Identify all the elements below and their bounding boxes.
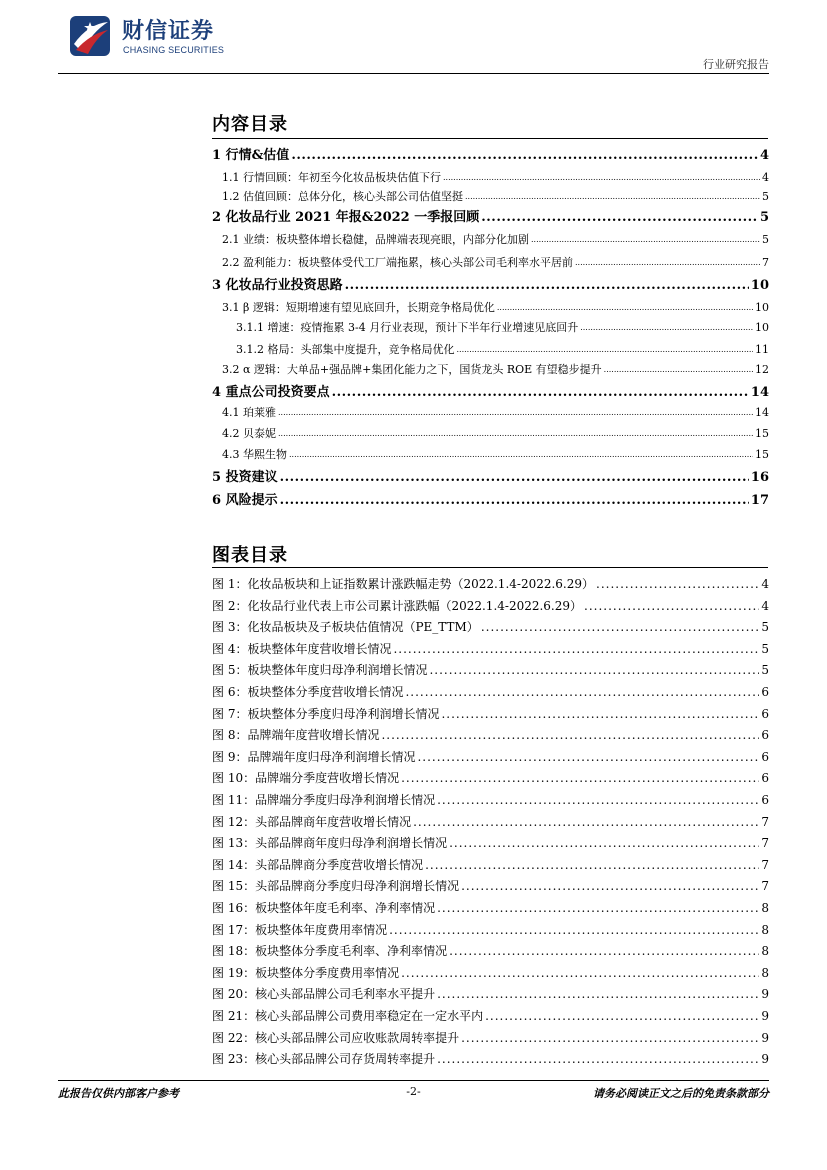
toc-entry-label: 4.2 贝泰妮 [222,427,276,440]
figure-entry-label: 图 11：品牌端分季度归母净利润增长情况 [212,793,436,807]
figure-entry-page: 6 [761,707,769,721]
toc-entry-page: 11 [755,343,769,356]
figure-leader-dots [393,639,759,659]
figure-entry[interactable] [212,876,769,896]
figure-entry-page: 8 [761,901,769,915]
toc-leader-dots [456,340,753,359]
toc-entry[interactable] [212,208,769,228]
toc-entry[interactable] [212,491,769,511]
toc-entry[interactable] [222,299,769,317]
figure-entry[interactable] [212,617,769,637]
figure-leader-dots [449,941,759,961]
figure-leader-dots [584,596,759,616]
toc-entry-page: 4 [759,148,769,163]
chasing-securities-logo-icon [68,14,112,58]
toc-entry-page: 10 [755,321,769,334]
figure-entry-label: 图 23：核心头部品牌公司存货周转率提升 [212,1052,436,1066]
figure-entry-page: 6 [761,793,769,807]
toc-entry-label: 4.1 珀莱雅 [222,406,276,419]
toc-leader-dots [604,360,753,379]
figure-entry-page: 6 [761,750,769,764]
toc-entry-page: 5 [759,210,769,225]
toc-entry-label: 2.1 业绩：板块整体增长稳健，品牌端表现亮眼，内部分化加剧 [222,233,529,246]
toc-title: 内容目录 [212,114,288,135]
figure-leader-dots [413,812,759,832]
toc-entry-label: 2.2 盈利能力：板块整体受代工厂端拖累，核心头部公司毛利率水平居前 [222,256,573,269]
figure-leader-dots [437,984,759,1004]
toc-entry-page: 16 [750,470,769,485]
toc-entry-page: 4 [762,171,769,184]
toc-leader-dots [332,383,749,403]
figure-entry-page: 9 [761,1031,769,1045]
figure-entry-page: 4 [761,599,769,613]
figure-entry[interactable] [212,682,769,702]
toc-entry-label: 1 行情&估值 [212,148,290,163]
figure-entry-label: 图 21：核心头部品牌公司费用率稳定在一定水平内 [212,1009,484,1023]
figure-entry-page: 4 [761,577,769,591]
toc-entry-page: 7 [762,256,769,269]
toc-entry[interactable] [222,188,769,206]
toc-leader-dots [580,318,753,337]
figure-leader-dots [449,833,759,853]
toc-entry-label: 2 化妆品行业 2021 年报&2022 一季报回顾 [212,210,480,225]
header-divider [58,73,769,74]
brand-name-en: CHASING SECURITIES [123,45,225,55]
figure-entry[interactable] [212,1028,769,1048]
toc-entry-page: 5 [762,233,769,246]
figure-entry-page: 5 [761,663,769,677]
figure-entry-page: 5 [761,620,769,634]
toc-leader-dots [531,230,760,249]
figure-entry-label: 图 16：板块整体年度毛利率、净利率情况 [212,901,436,915]
toc-leader-dots [465,187,760,206]
toc-entry[interactable] [222,231,769,249]
figure-entry[interactable] [212,855,769,875]
figure-entry[interactable] [212,1006,769,1026]
figure-list-title: 图表目录 [212,545,288,566]
figure-entry-page: 7 [761,815,769,829]
toc-entry-label: 6 风险提示 [212,493,278,508]
figure-leader-dots [437,898,759,918]
toc-leader-dots [289,445,753,464]
figure-entry-label: 图 22：核心头部品牌公司应收账款周转率提升 [212,1031,460,1045]
toc-entry[interactable] [212,468,769,488]
toc-entry[interactable] [212,146,769,166]
figure-leader-dots [461,1028,759,1048]
toc-entry[interactable] [236,341,769,359]
figure-leader-dots [481,617,760,637]
toc-entry[interactable] [222,361,769,379]
figure-entry-label: 图 18：板块整体分季度毛利率、净利率情况 [212,944,448,958]
toc-entry[interactable] [222,254,769,272]
figure-leader-dots [389,920,759,940]
figure-entry-label: 图 17：板块整体年度费用率情况 [212,923,388,937]
toc-entry[interactable] [222,169,769,187]
toc-leader-dots [575,253,760,272]
toc-entry[interactable] [222,425,769,443]
figure-leader-dots [381,725,759,745]
toc-entry-label: 1.2 估值回顾：总体分化，核心头部公司估值坚挺 [222,190,463,203]
figure-entry-label: 图 5：板块整体年度归母净利润增长情况 [212,663,428,677]
page-header [0,0,827,80]
figure-entry-label: 图 13：头部品牌商年度归母净利润增长情况 [212,836,448,850]
toc-entry[interactable] [212,276,769,296]
figure-leader-dots [596,574,759,594]
figure-entry-page: 8 [761,966,769,980]
figure-entry[interactable] [212,812,769,832]
figure-entry-label: 图 7：板块整体分季度归母净利润增长情况 [212,707,440,721]
figure-entry-page: 6 [761,685,769,699]
toc-entry-label: 3.1 β 逻辑：短期增速有望见底回升，长期竞争格局优化 [222,301,495,314]
figure-leader-dots [461,876,759,896]
figure-leader-dots [425,855,759,875]
figure-entry[interactable] [212,725,769,745]
toc-entry[interactable] [236,319,769,337]
figure-list-title-divider [212,567,768,568]
figure-entry[interactable] [212,747,769,767]
figure-entry-label: 图 12：头部品牌商年度营收增长情况 [212,815,412,829]
toc-leader-dots [280,491,749,511]
figure-entry[interactable] [212,920,769,940]
figure-leader-dots [429,660,759,680]
toc-entry[interactable] [212,383,769,403]
figure-entry[interactable] [212,768,769,788]
figure-leader-dots [441,704,759,724]
figure-entry-label: 图 2：化妆品行业代表上市公司累计涨跌幅（2022.1.4-2022.6.29） [212,599,583,613]
toc-entry-label: 4 重点公司投资要点 [212,385,330,400]
toc-entry-label: 5 投资建议 [212,470,278,485]
toc-leader-dots [280,468,749,488]
figure-entry-page: 9 [761,1009,769,1023]
figure-entry-label: 图 3：化妆品板块及子板块估值情况（PE_TTM） [212,620,479,634]
figure-entry-label: 图 6：板块整体分季度营收增长情况 [212,685,404,699]
figure-entry[interactable] [212,963,769,983]
page-number: -2- [406,1085,421,1098]
figure-leader-dots [485,1006,759,1026]
figure-entry-label: 图 10：品牌端分季度营收增长情况 [212,771,400,785]
toc-leader-dots [443,168,760,187]
figure-entry[interactable] [212,984,769,1004]
figure-entry[interactable] [212,704,769,724]
figure-entry-label: 图 15：头部品牌商分季度归母净利润增长情况 [212,879,460,893]
figure-leader-dots [437,1049,759,1069]
figure-entry-label: 图 19：板块整体分季度费用率情况 [212,966,400,980]
toc-entry-label: 1.1 行情回顾：年初至今化妆品板块估值下行 [222,171,441,184]
figure-entry-page: 6 [761,771,769,785]
figure-entry-label: 图 20：核心头部品牌公司毛利率水平提升 [212,987,436,1001]
toc-entry-page: 10 [750,278,769,293]
figure-leader-dots [405,682,759,702]
footer-disclaimer-left: 此报告仅供内部客户参考 [58,1087,179,1100]
toc-leader-dots [497,298,753,317]
toc-leader-dots [345,276,749,296]
figure-entry-page: 7 [761,836,769,850]
figure-leader-dots [417,747,759,767]
toc-entry-page: 15 [755,427,769,440]
toc-entry-page: 14 [755,406,769,419]
toc-entry-label: 3 化妆品行业投资思路 [212,278,343,293]
document-type: 行业研究报告 [703,58,769,71]
figure-entry[interactable] [212,790,769,810]
figure-leader-dots [401,768,759,788]
figure-entry[interactable] [212,898,769,918]
toc-title-divider [212,138,768,139]
figure-entry-label: 图 14：头部品牌商分季度营收增长情况 [212,858,424,872]
toc-leader-dots [291,146,758,166]
figure-entry[interactable] [212,574,769,594]
figure-entry-page: 9 [761,1052,769,1066]
footer-divider [58,1080,769,1081]
toc-entry[interactable] [222,404,769,422]
toc-entry-label: 4.3 华熙生物 [222,448,287,461]
toc-entry-label: 3.1.1 增速：疫情拖累 3-4 月行业表现，预计下半年行业增速见底回升 [236,321,579,334]
toc-entry[interactable] [222,446,769,464]
toc-entry-label: 3.1.2 格局：头部集中度提升，竞争格局优化 [236,343,455,356]
toc-entry-page: 12 [755,363,769,376]
figure-entry-label: 图 4：板块整体年度营收增长情况 [212,642,392,656]
brand-name-cn: 财信证券 [122,19,215,44]
toc-leader-dots [278,424,753,443]
footer-disclaimer-right: 请务必阅读正文之后的免责条款部分 [593,1087,769,1100]
figure-entry-page: 8 [761,944,769,958]
figure-entry[interactable] [212,639,769,659]
toc-entry-page: 17 [750,493,769,508]
toc-entry-page: 14 [750,385,769,400]
figure-entry-label: 图 8：品牌端年度营收增长情况 [212,728,380,742]
figure-entry-page: 5 [761,642,769,656]
toc-entry-label: 3.2 α 逻辑：大单品+强品牌+集团化能力之下，国货龙头 ROE 有望稳步提升 [222,363,602,376]
figure-leader-dots [401,963,759,983]
figure-entry-page: 9 [761,987,769,1001]
figure-entry[interactable] [212,941,769,961]
figure-entry[interactable] [212,596,769,616]
toc-leader-dots [278,403,753,422]
toc-leader-dots [481,208,758,228]
figure-leader-dots [437,790,759,810]
figure-entry[interactable] [212,833,769,853]
figure-entry[interactable] [212,1049,769,1069]
figure-entry-page: 8 [761,923,769,937]
figure-entry-label: 图 1：化妆品板块和上证指数累计涨跌幅走势（2022.1.4-2022.6.29） [212,577,595,591]
figure-entry-label: 图 9：品牌端年度归母净利润增长情况 [212,750,416,764]
figure-entry-page: 7 [761,858,769,872]
figure-entry[interactable] [212,660,769,680]
toc-entry-page: 15 [755,448,769,461]
toc-entry-page: 5 [762,190,769,203]
toc-entry-page: 10 [755,301,769,314]
figure-entry-page: 7 [761,879,769,893]
figure-entry-page: 6 [761,728,769,742]
